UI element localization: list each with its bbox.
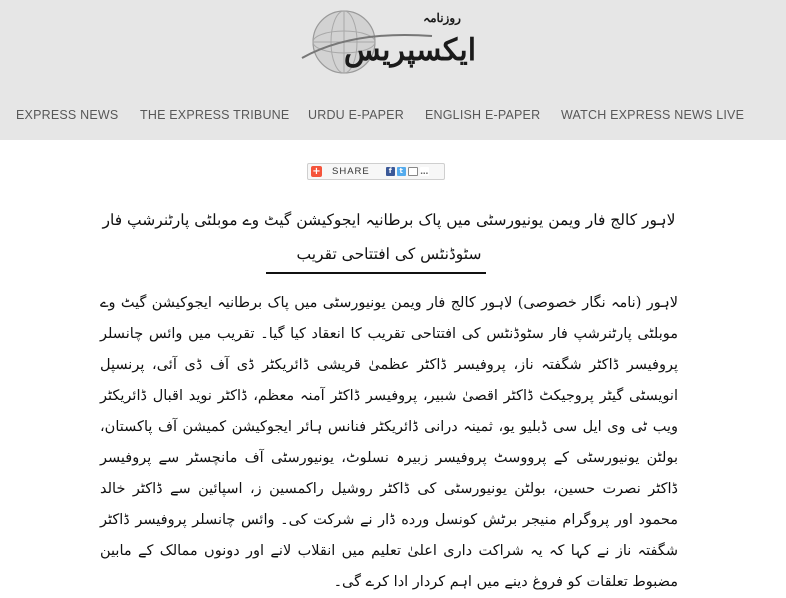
headline-divider: [266, 272, 486, 274]
share-button[interactable]: [307, 163, 445, 180]
express-logo-icon: [292, 2, 492, 84]
share-label: SHARE: [332, 166, 370, 177]
logo-wordmark: ایکسپریس: [343, 33, 477, 68]
more-icon[interactable]: …: [420, 167, 429, 176]
masthead: [0, 0, 786, 140]
express-logo[interactable]: [292, 2, 492, 84]
plus-icon: +: [312, 166, 321, 177]
article-body: لاہور (نامہ نگار خصوصی) لاہور کالج فار ویمن یونیورسٹی میں پاک برطانیہ ایجوکیشن گیٹ وے موبلٹی پارٹنرشپ فار سٹوڈنٹس کی افتتاحی تقریب کا انعقاد کیا گیا۔ تقریب میں وائس چانسلر پروفیسر ڈاکٹر شگفتہ ناز، پروفیسر ڈاکٹر عظمیٰ قریشی ڈائریکٹر ڈی آف ڈی آئی، پرنسپل انویسٹی گیٹر پروجیکٹ ڈاکٹر اقصیٰ شبیر، پروفیسر ڈاکٹر آمنہ معظم، ڈاکٹر نوید اقبال ڈائریکٹر ویب ٹی وی ایل سی ڈبلیو یو، ثمینہ درانی ڈائریکٹر فنانس ہائر ایجوکیشن کمیشن آف پاکستان، بولٹن یونیورسٹی کے پرووسٹ پروفیسر زبیرہ نسلوٹ، یونیورسٹی آف مانچسٹر سے پروفیسر ڈاکٹر نصرت حسین، بولٹن یونیورسٹی کی ڈاکٹر روشیل راکمسین ز، اسپائین سے ڈاکٹر خالد محمود اور پروگرام منیجر برٹش کونسل ورده ڈار نے شرکت کی۔ وائس چانسلر پروفیسر ڈاکٹر شگفتہ ناز نے کہا کہ یہ شراکت داری اعلیٰ تعلیم میں انقلاب لانے اور دونوں ممالک کے مابین مضبوط تعلقات کو فروغ دینے میں اہم کردار ادا کرے گی۔: [100, 295, 678, 590]
article-headline: لاہور کالج فار ویمن یونیورسٹی میں پاک برطانیہ ایجوکیشن گیٹ وے موبلٹی پارٹنرشپ فار سٹوڈنٹس کی افتتاحی تقریب: [102, 211, 676, 263]
top-nav: [0, 104, 786, 132]
nav-express-tribune[interactable]: THE EXPRESS TRIBUNE: [140, 108, 290, 122]
nav-watch-live[interactable]: WATCH EXPRESS NEWS LIVE: [561, 108, 745, 122]
twitter-icon[interactable]: t: [397, 167, 406, 176]
facebook-icon[interactable]: f: [386, 167, 395, 176]
nav-english-epaper[interactable]: ENGLISH E-PAPER: [425, 108, 541, 122]
nav-urdu-epaper[interactable]: URDU E-PAPER: [308, 108, 404, 122]
email-icon[interactable]: [408, 167, 418, 176]
share-icons: [386, 167, 429, 176]
nav-express-news[interactable]: EXPRESS NEWS: [16, 108, 119, 122]
logo-subword: روزنامہ: [423, 11, 461, 25]
